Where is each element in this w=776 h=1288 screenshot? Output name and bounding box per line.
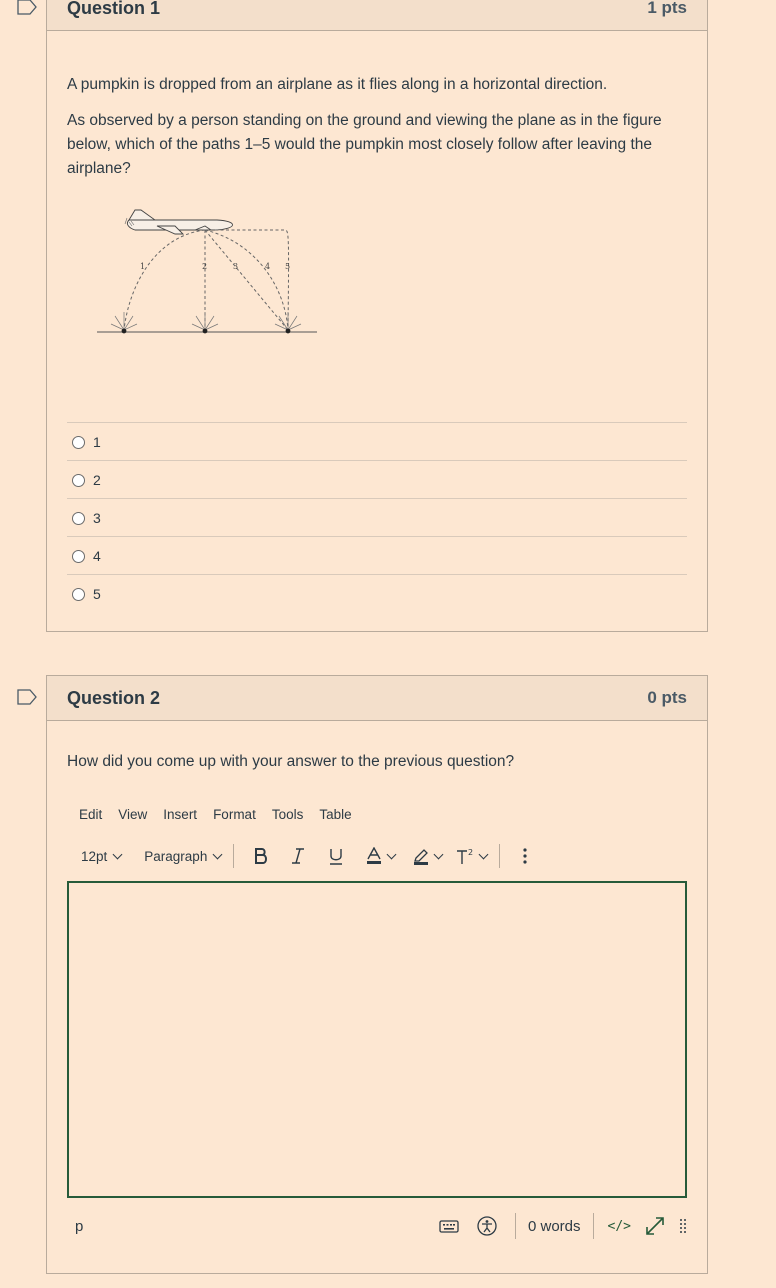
chevron-down-icon — [113, 849, 123, 859]
answer-option[interactable] — [67, 574, 687, 612]
airplane-pumpkin-figure — [95, 206, 319, 351]
resize-handle-icon[interactable] — [679, 1218, 687, 1234]
toolbar-divider — [233, 844, 234, 868]
flag-question-icon[interactable] — [17, 0, 37, 15]
font-size-select[interactable] — [81, 849, 121, 864]
menu-table[interactable]: Table — [319, 807, 352, 822]
text-color-icon — [366, 847, 382, 865]
text-color-button[interactable] — [366, 847, 395, 865]
menu-insert[interactable]: Insert — [163, 807, 198, 822]
chevron-down-icon — [434, 849, 444, 859]
radio-button[interactable] — [72, 588, 85, 601]
radio-button[interactable] — [72, 550, 85, 563]
question-title: Question 2 — [67, 687, 161, 708]
path-label: 2 — [202, 262, 208, 271]
answer-label: 1 — [93, 433, 101, 450]
element-path[interactable]: p — [75, 1217, 84, 1235]
question-2-header — [47, 676, 707, 721]
answer-label: 5 — [93, 585, 101, 602]
font-size-value: 12pt — [81, 848, 108, 864]
question-text: A pumpkin is dropped from an airplane as it flies along in a horizontal direction. — [67, 76, 608, 93]
answer-option[interactable] — [67, 498, 687, 536]
editor-toolbar — [67, 842, 687, 870]
chevron-down-icon — [479, 849, 489, 859]
italic-icon[interactable] — [290, 847, 306, 865]
radio-button[interactable] — [72, 436, 85, 449]
word-count[interactable]: 0 words — [527, 1217, 581, 1235]
answer-label: 3 — [93, 509, 101, 526]
answer-option[interactable] — [67, 460, 687, 498]
toolbar-divider — [499, 844, 500, 868]
bold-icon[interactable] — [252, 847, 270, 865]
question-points: 1 pts — [647, 0, 687, 17]
answer-list — [67, 422, 687, 612]
highlighter-icon — [413, 847, 429, 865]
answer-option[interactable] — [67, 536, 687, 574]
answer-option[interactable] — [67, 422, 687, 460]
statusbar-divider — [515, 1213, 516, 1239]
chevron-down-icon — [213, 849, 223, 859]
underline-icon[interactable] — [328, 847, 344, 865]
path-label: 1 — [140, 262, 146, 271]
question-text: How did you come up with your answer to the previous question? — [67, 753, 515, 770]
radio-button[interactable] — [72, 474, 85, 487]
flag-question-icon[interactable] — [17, 689, 37, 705]
superscript-icon — [456, 847, 476, 865]
question-text: As observed by a person standing on the ground and viewing the plane as in the figure below, which of the paths 1–5 would the pumpkin most closely follow after leaving the airplane? — [67, 112, 662, 177]
question-2-card — [46, 675, 708, 1274]
menu-tools[interactable]: Tools — [271, 807, 304, 822]
path-label: 3 — [233, 262, 239, 271]
radio-button[interactable] — [72, 512, 85, 525]
editor-menubar — [79, 807, 368, 822]
highlight-color-button[interactable] — [413, 847, 442, 865]
svg-text:2: 2 — [468, 848, 474, 857]
keyboard-icon[interactable] — [439, 1218, 459, 1234]
more-options-icon[interactable] — [522, 847, 528, 865]
question-points: 0 pts — [647, 688, 687, 707]
question-1-card — [46, 0, 708, 632]
question-1-header — [47, 0, 707, 31]
rich-text-editor-area[interactable] — [67, 881, 687, 1198]
html-editor-toggle[interactable]: </> — [607, 1218, 631, 1234]
answer-label: 4 — [93, 547, 101, 564]
block-format-select[interactable] — [144, 849, 221, 864]
path-label: 4 — [265, 262, 271, 271]
question-title: Question 1 — [67, 0, 161, 18]
accessibility-icon[interactable] — [477, 1216, 497, 1236]
superscript-button[interactable] — [456, 847, 487, 865]
chevron-down-icon — [387, 849, 397, 859]
statusbar-divider — [593, 1213, 594, 1239]
editor-statusbar — [67, 1210, 687, 1242]
answer-label: 2 — [93, 471, 101, 488]
menu-view[interactable]: View — [118, 807, 148, 822]
fullscreen-icon[interactable] — [645, 1216, 665, 1236]
impact-splat-icon — [111, 312, 301, 330]
menu-edit[interactable]: Edit — [79, 807, 103, 822]
path-label: 5 — [285, 262, 291, 271]
block-format-value: Paragraph — [144, 848, 208, 864]
menu-format[interactable]: Format — [213, 807, 256, 822]
